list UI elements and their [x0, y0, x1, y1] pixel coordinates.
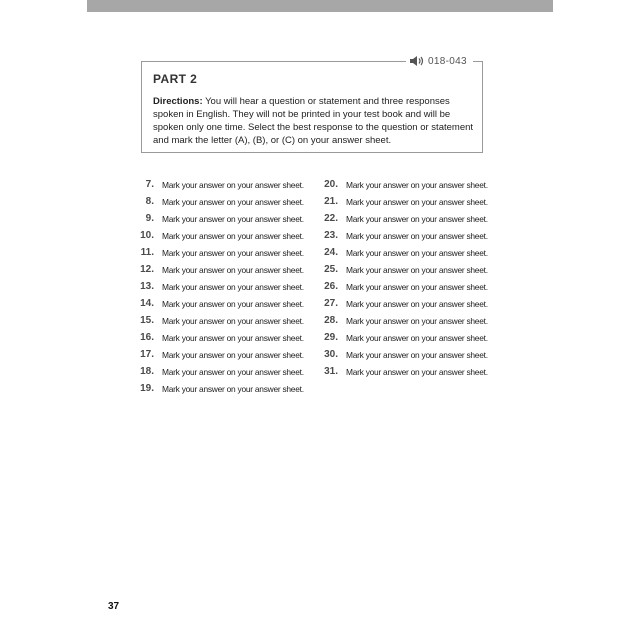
- question-item: [128, 346, 304, 363]
- answer-instruction: Mark your answer on your answer sheet.: [162, 213, 304, 224]
- answer-instruction: Mark your answer on your answer sheet.: [162, 230, 304, 241]
- question-number: 28.: [324, 315, 338, 326]
- answer-instruction: Mark your answer on your answer sheet.: [162, 315, 304, 326]
- answer-instruction: Mark your answer on your answer sheet.: [162, 247, 304, 258]
- question-number: 30.: [324, 349, 338, 360]
- question-item: [312, 295, 488, 312]
- answer-instruction: Mark your answer on your answer sheet.: [346, 349, 488, 360]
- directions-text: [153, 95, 479, 147]
- question-number: 17.: [140, 349, 154, 360]
- question-item: [312, 227, 488, 244]
- answer-instruction: Mark your answer on your answer sheet.: [162, 281, 304, 292]
- question-number: 19.: [140, 383, 154, 394]
- question-item: [312, 278, 488, 295]
- question-item: [128, 176, 304, 193]
- answer-instruction: Mark your answer on your answer sheet.: [162, 349, 304, 360]
- question-item: [128, 380, 304, 397]
- answer-instruction: Mark your answer on your answer sheet.: [162, 264, 304, 275]
- answer-instruction: Mark your answer on your answer sheet.: [346, 179, 488, 190]
- answer-instruction: Mark your answer on your answer sheet.: [346, 298, 488, 309]
- answer-instruction: Mark your answer on your answer sheet.: [162, 366, 304, 377]
- question-number: 12.: [140, 264, 154, 275]
- question-item: [312, 312, 488, 329]
- question-item: [128, 227, 304, 244]
- answer-instruction: Mark your answer on your answer sheet.: [346, 230, 488, 241]
- question-item: [312, 346, 488, 363]
- question-item: [312, 193, 488, 210]
- question-number: 10.: [140, 230, 154, 241]
- question-item: [312, 261, 488, 278]
- question-item: [128, 312, 304, 329]
- question-number: 26.: [324, 281, 338, 292]
- question-number: 15.: [140, 315, 154, 326]
- question-item: [128, 363, 304, 380]
- question-number: 8.: [145, 196, 154, 207]
- header-bar: [87, 0, 553, 12]
- question-number: 24.: [324, 247, 338, 258]
- question-item: [128, 278, 304, 295]
- question-item: [128, 295, 304, 312]
- answer-instruction: Mark your answer on your answer sheet.: [346, 264, 488, 275]
- answer-instruction: Mark your answer on your answer sheet.: [346, 247, 488, 258]
- question-item: [312, 363, 488, 380]
- question-number: 18.: [140, 366, 154, 377]
- question-number: 16.: [140, 332, 154, 343]
- question-item: [128, 329, 304, 346]
- directions-body: You will hear a question or statement and three responses spoken in English. They will not be printed in your test book and will be spoken only one time. Select the best response to the question or statement and mark the letter (A), (B), or (C) on your answer sheet.: [153, 96, 474, 146]
- answer-instruction: Mark your answer on your answer sheet.: [162, 196, 304, 207]
- answer-instruction: Mark your answer on your answer sheet.: [162, 332, 304, 343]
- answer-instruction: Mark your answer on your answer sheet.: [162, 179, 304, 190]
- part-title: PART 2: [153, 72, 198, 86]
- question-number: 31.: [324, 366, 338, 377]
- answer-instruction: Mark your answer on your answer sheet.: [346, 332, 488, 343]
- question-item: [128, 193, 304, 210]
- question-number: 13.: [140, 281, 154, 292]
- question-number: 23.: [324, 230, 338, 241]
- answer-instruction: Mark your answer on your answer sheet.: [162, 383, 304, 394]
- question-number: 14.: [140, 298, 154, 309]
- question-item: [128, 261, 304, 278]
- question-number: 29.: [324, 332, 338, 343]
- question-number: 20.: [324, 179, 338, 190]
- answer-instruction: Mark your answer on your answer sheet.: [346, 196, 488, 207]
- answer-instruction: Mark your answer on your answer sheet.: [346, 315, 488, 326]
- speaker-icon: [410, 56, 424, 66]
- question-item: [128, 210, 304, 227]
- question-item: [312, 210, 488, 227]
- question-number: 21.: [324, 196, 338, 207]
- audio-track-number: 018-043: [428, 55, 467, 67]
- answer-instruction: Mark your answer on your answer sheet.: [346, 366, 488, 377]
- question-item: [312, 244, 488, 261]
- question-number: 27.: [324, 298, 338, 309]
- answer-instruction: Mark your answer on your answer sheet.: [162, 298, 304, 309]
- question-item: [128, 244, 304, 261]
- question-item: [312, 176, 488, 193]
- question-number: 7.: [145, 179, 154, 190]
- directions-label: Directions:: [153, 96, 203, 107]
- question-number: 9.: [145, 213, 154, 224]
- answer-instruction: Mark your answer on your answer sheet.: [346, 281, 488, 292]
- answer-instruction: Mark your answer on your answer sheet.: [346, 213, 488, 224]
- question-number: 11.: [140, 247, 154, 258]
- page-number: 37: [108, 601, 120, 612]
- audio-track-label: [406, 54, 473, 68]
- question-item: [312, 329, 488, 346]
- question-number: 25.: [324, 264, 338, 275]
- question-number: 22.: [324, 213, 338, 224]
